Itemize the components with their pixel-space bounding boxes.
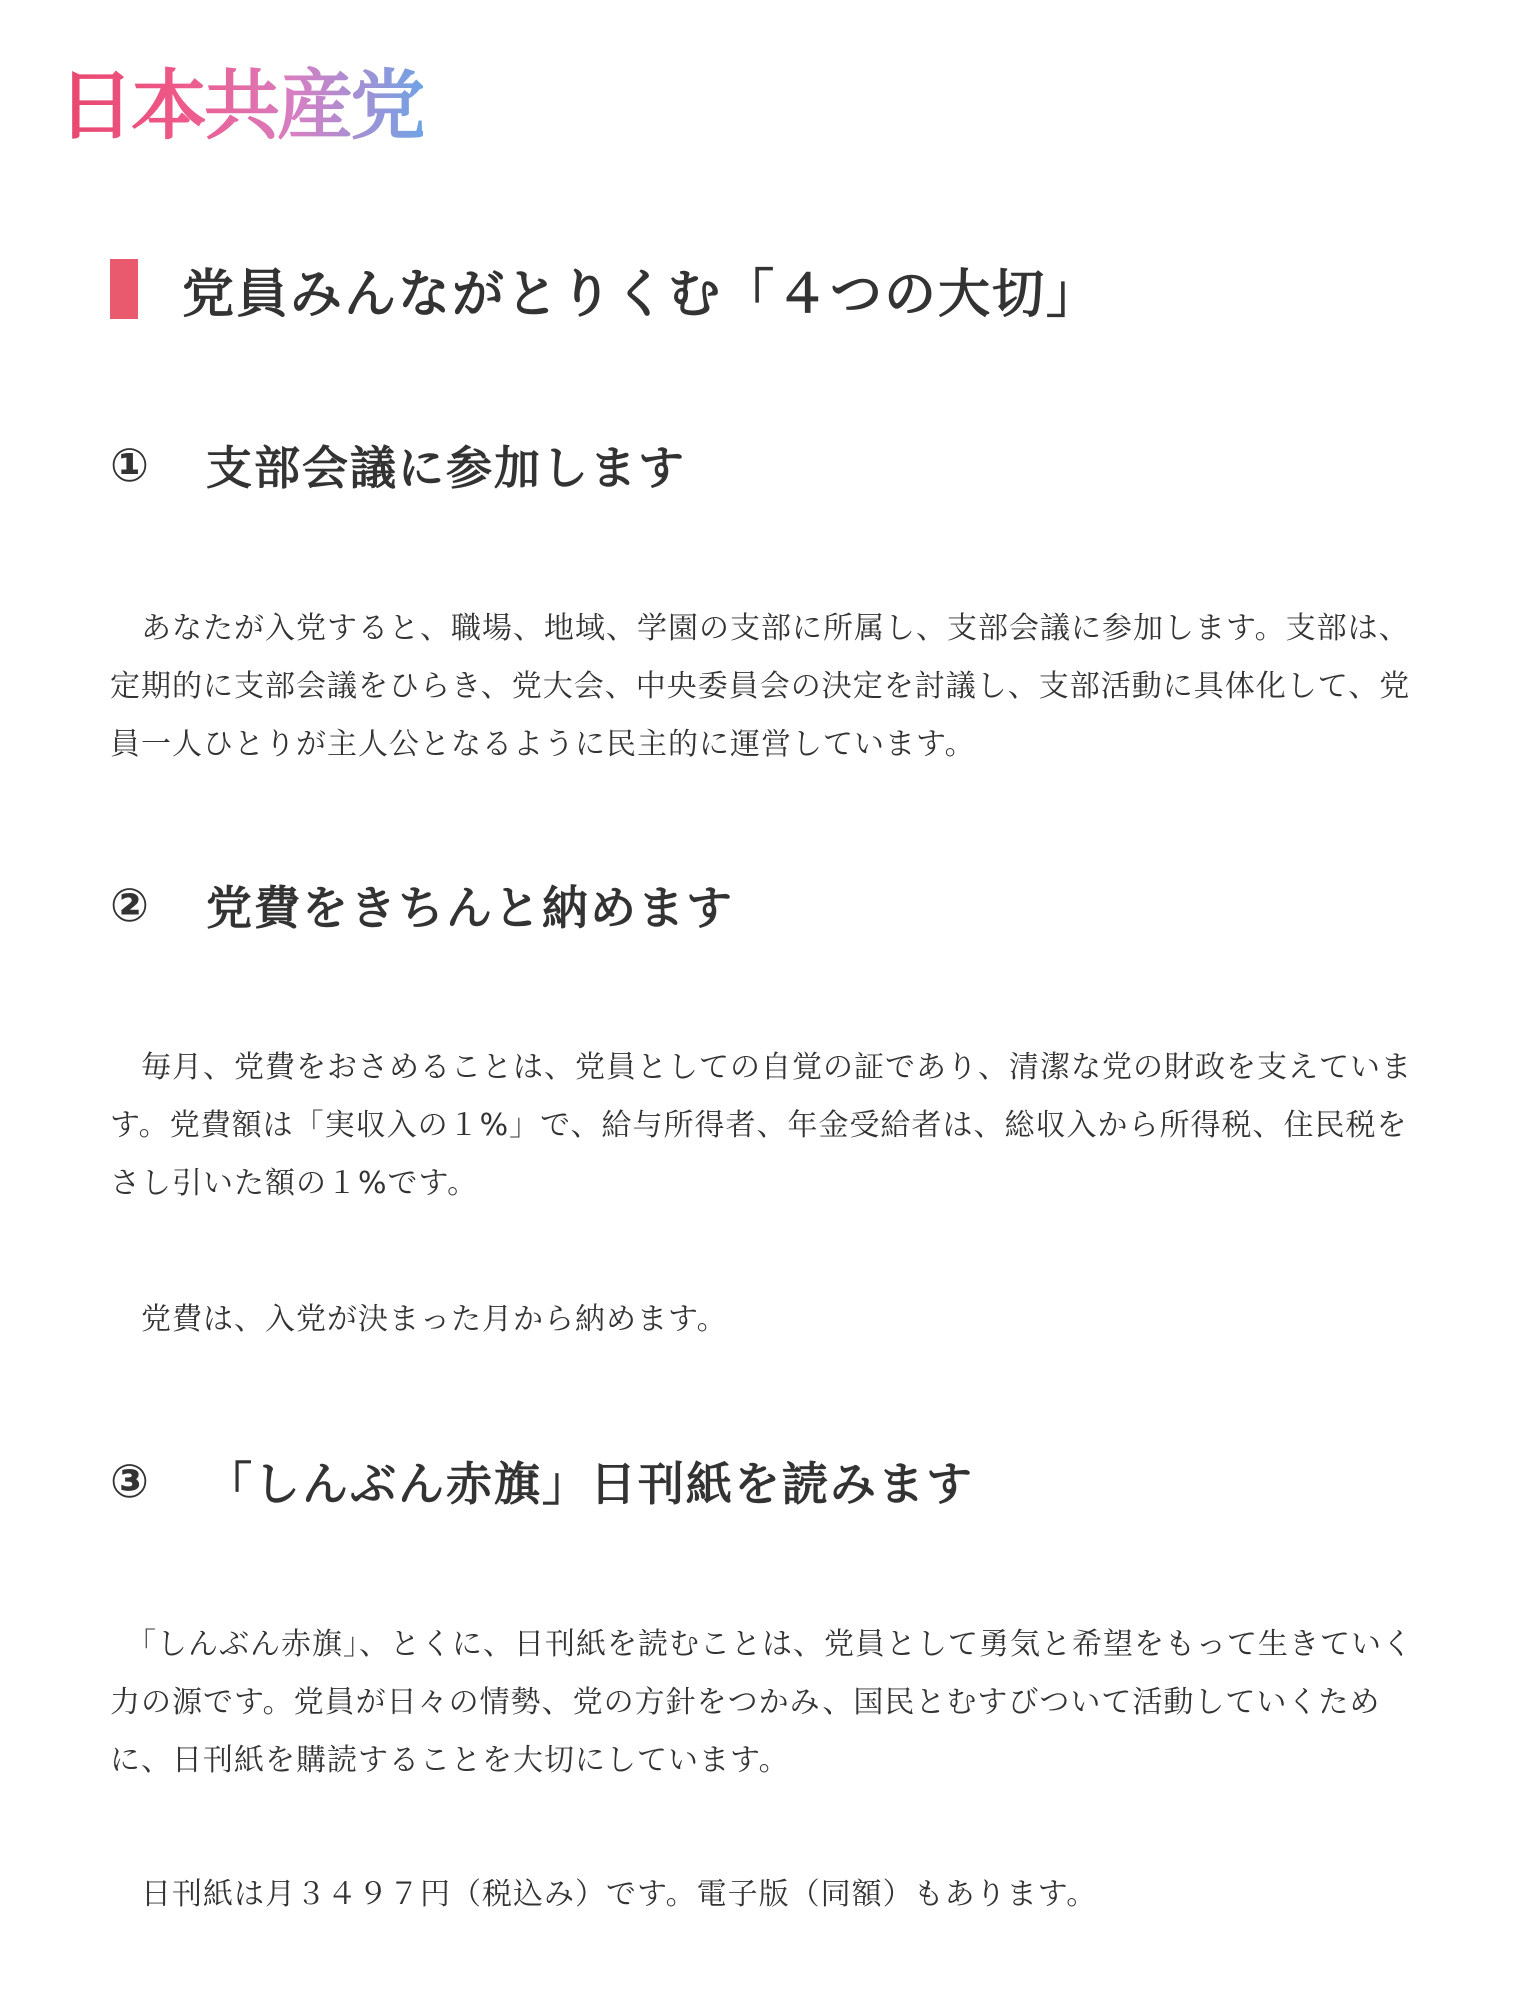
section-number-2: ② (110, 878, 151, 932)
section-title-1: 支部会議に参加します (206, 441, 686, 495)
section-3-paragraph-1: 「しんぶん赤旗」、とくに、日刊紙を読むことは、党員として勇気と希望をもって生きていく力の源です。党員が日々の情勢、党の方針をつかみ、国民とむすびついて活動していくために、日刊紙を購読することを大切にしています。 (110, 1627, 1413, 1778)
section-number-3: ③ (110, 1454, 151, 1508)
section-heading-3 (110, 1448, 974, 1514)
site-header (58, 61, 423, 150)
party-logo[interactable]: 日本共産党 (58, 61, 423, 150)
page-title: 党員みんながとりくむ「４つの大切」 (182, 264, 1101, 325)
section-1-paragraph-1: あなたが入党すると、職場、地域、学園の支部に所属し、支部会議に参加します。支部は、定期的に支部会議をひらき、党大会、中央委員会の決定を討議し、支部活動に具体化して、党員一人ひとりが主人公となるように民主的に運営しています。 (110, 611, 1411, 762)
section-2-paragraph-2: 党費は、入党が決まった月から納めます。 (110, 1302, 728, 1337)
section-heading-1 (110, 432, 686, 498)
section-number-1: ① (110, 438, 151, 492)
section-title-3: 「しんぶん赤旗」日刊紙を読みます (206, 1457, 974, 1511)
section-3-paragraph-2: 日刊紙は月３４９７円（税込み）です。電子版（同額）もあります。 (110, 1877, 1098, 1912)
section-title-2: 党費をきちんと納めます (206, 881, 734, 935)
section-2-paragraph-1: 毎月、党費をおさめることは、党員としての自覚の証であり、清潔な党の財政を支えています。党費額は「実収入の１%」で、給与所得者、年金受給者は、総収入から所得税、住民税をさし引いた額の１%です。 (110, 1050, 1412, 1201)
section-heading-2 (110, 872, 734, 938)
title-accent-bar (110, 259, 138, 319)
page-title-block (110, 254, 1100, 324)
